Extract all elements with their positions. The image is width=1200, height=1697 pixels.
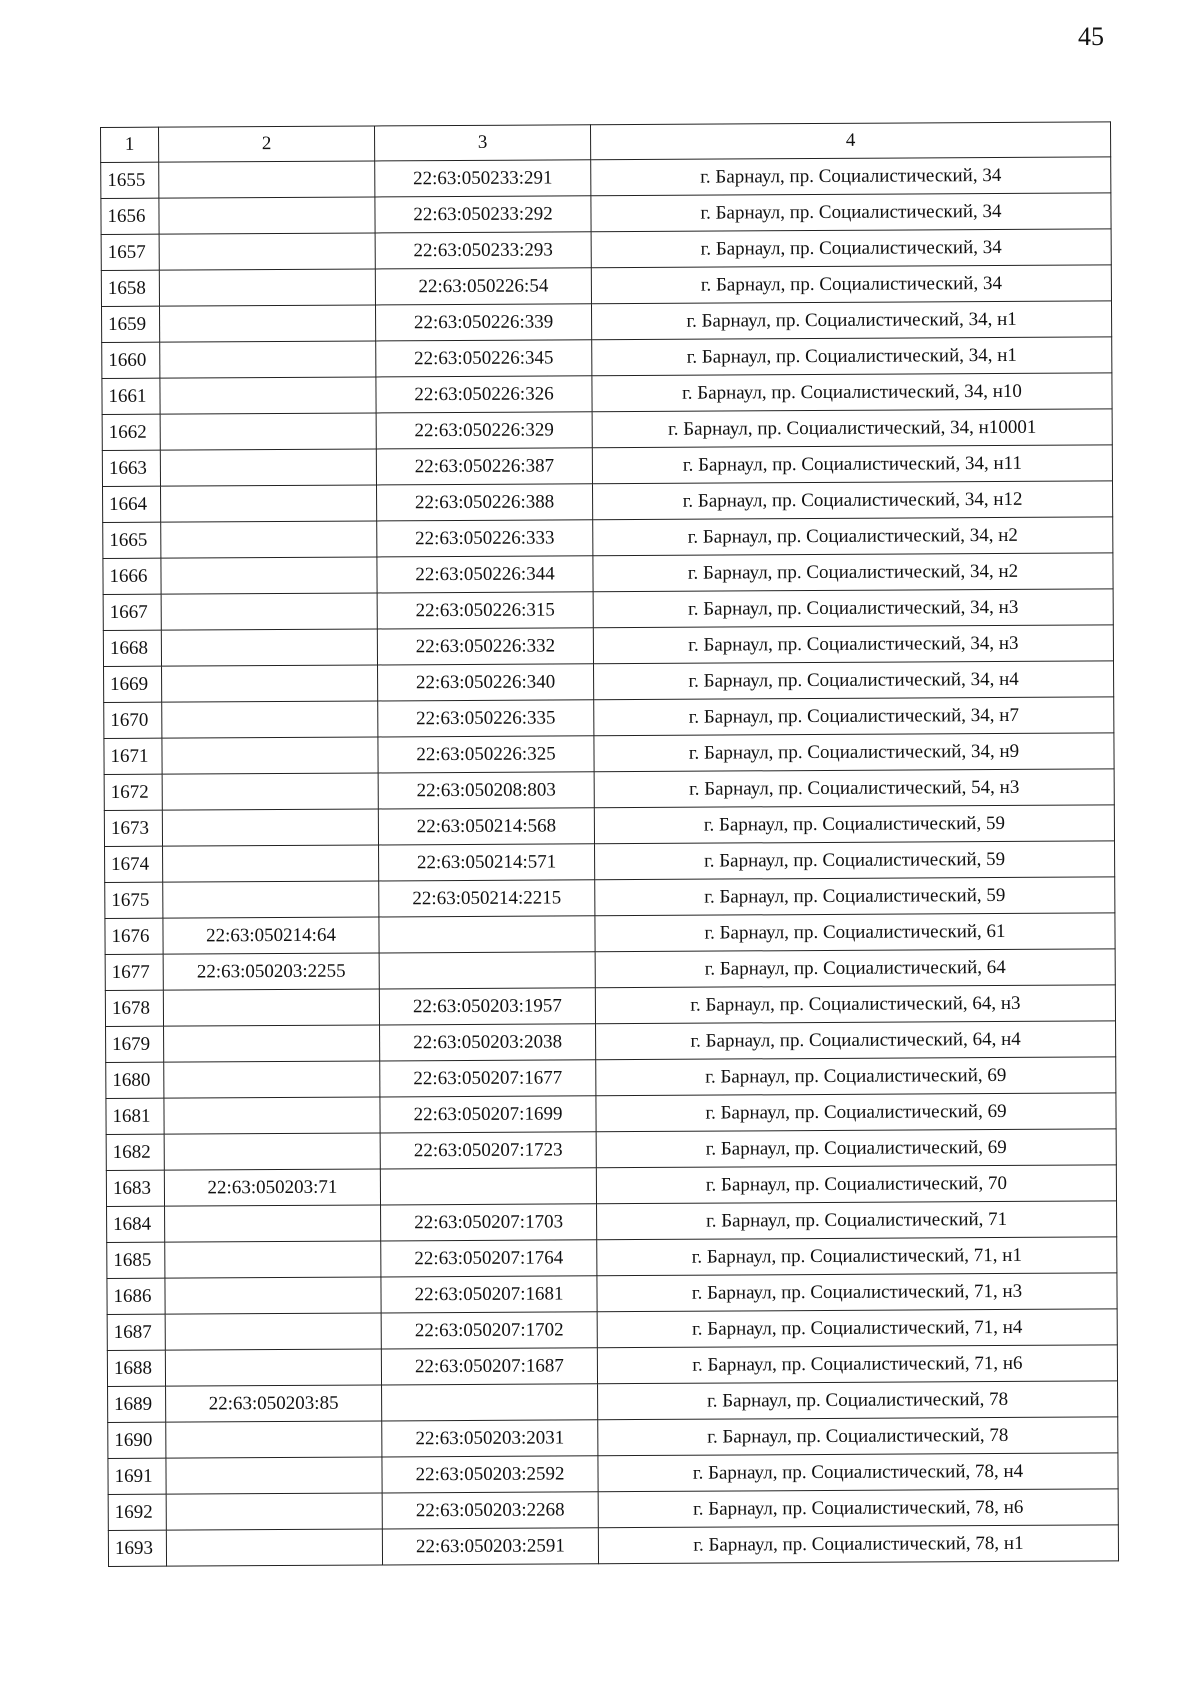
cadastral-number-building-cell bbox=[382, 1384, 598, 1421]
cadastral-number-land-cell bbox=[162, 737, 378, 774]
table-body bbox=[101, 157, 1119, 1567]
cadastral-number-building-cell: 22:63:050207:1677 bbox=[380, 1060, 596, 1097]
cadastral-number-building-cell: 22:63:050226:387 bbox=[376, 448, 592, 485]
address-cell: г. Барнаул, пр. Социалистический, 34, н1 bbox=[591, 301, 1111, 340]
address-cell: г. Барнаул, пр. Социалистический, 69 bbox=[596, 1093, 1116, 1132]
row-number-cell: 1693 bbox=[108, 1530, 166, 1566]
cadastral-number-land-cell bbox=[166, 1493, 382, 1530]
table-row bbox=[108, 1525, 1118, 1567]
row-number-cell: 1661 bbox=[102, 378, 160, 414]
row-number-cell: 1689 bbox=[108, 1386, 166, 1422]
row-number-cell: 1684 bbox=[107, 1206, 165, 1242]
table-row bbox=[103, 625, 1113, 667]
cadastral-number-land-cell bbox=[159, 161, 375, 198]
cadastral-number-building-cell: 22:63:050226:388 bbox=[377, 484, 593, 521]
row-number-cell: 1687 bbox=[107, 1314, 165, 1350]
address-cell: г. Барнаул, пр. Социалистический, 64, н4 bbox=[596, 1021, 1116, 1060]
table-row bbox=[102, 337, 1112, 379]
row-number-cell: 1670 bbox=[104, 702, 162, 738]
row-number-cell: 1674 bbox=[105, 846, 163, 882]
address-cell: г. Барнаул, пр. Социалистический, 34, н10001 bbox=[592, 409, 1112, 448]
cadastral-number-building-cell: 22:63:050214:2215 bbox=[379, 880, 595, 917]
table-header-row bbox=[101, 122, 1111, 163]
row-number-cell: 1656 bbox=[101, 198, 159, 234]
cadastral-number-building-cell: 22:63:050207:1687 bbox=[381, 1348, 597, 1385]
cadastral-number-land-cell bbox=[163, 989, 379, 1026]
cadastral-number-building-cell: 22:63:050207:1723 bbox=[380, 1132, 596, 1169]
table-row bbox=[106, 1129, 1116, 1171]
cadastral-number-building-cell: 22:63:050226:344 bbox=[377, 556, 593, 593]
cadastral-number-building-cell: 22:63:050207:1702 bbox=[381, 1312, 597, 1349]
table-row bbox=[107, 1273, 1117, 1315]
cadastral-number-land-cell bbox=[159, 197, 375, 234]
column-header-4: 4 bbox=[590, 122, 1110, 160]
cadastral-number-land-cell bbox=[162, 665, 378, 702]
column-header-3: 3 bbox=[374, 125, 590, 161]
row-number-cell: 1673 bbox=[104, 810, 162, 846]
row-number-cell: 1681 bbox=[106, 1098, 164, 1134]
table-row bbox=[106, 1165, 1116, 1207]
row-number-cell: 1683 bbox=[106, 1170, 164, 1206]
row-number-cell: 1668 bbox=[103, 630, 161, 666]
table-row bbox=[107, 1345, 1117, 1387]
table-row bbox=[105, 841, 1115, 883]
cadastral-number-land-cell bbox=[163, 881, 379, 918]
cadastral-number-building-cell: 22:63:050226:54 bbox=[375, 268, 591, 305]
cadastral-number-land-cell: 22:63:050203:71 bbox=[164, 1169, 380, 1206]
address-cell: г. Барнаул, пр. Социалистический, 34, н4 bbox=[594, 661, 1114, 700]
table-row bbox=[103, 589, 1113, 631]
address-cell: г. Барнаул, пр. Социалистический, 34, н1 bbox=[592, 337, 1112, 376]
cadastral-number-land-cell bbox=[160, 377, 376, 414]
cadastral-number-building-cell: 22:63:050226:325 bbox=[378, 736, 594, 773]
row-number-cell: 1691 bbox=[108, 1458, 166, 1494]
address-cell: г. Барнаул, пр. Социалистический, 71, н1 bbox=[597, 1237, 1117, 1276]
row-number-cell: 1665 bbox=[103, 522, 161, 558]
table-row bbox=[102, 373, 1112, 415]
address-cell: г. Барнаул, пр. Социалистический, 34, н10 bbox=[592, 373, 1112, 412]
cadastral-number-land-cell bbox=[159, 233, 375, 270]
row-number-cell: 1675 bbox=[105, 882, 163, 918]
cadastral-number-building-cell: 22:63:050226:335 bbox=[378, 700, 594, 737]
cadastral-number-land-cell bbox=[160, 341, 376, 378]
cadastral-number-land-cell: 22:63:050214:64 bbox=[163, 917, 379, 954]
row-number-cell: 1666 bbox=[103, 558, 161, 594]
table-row bbox=[103, 553, 1113, 595]
table-row bbox=[106, 1021, 1116, 1063]
table-row bbox=[104, 661, 1114, 703]
address-cell: г. Барнаул, пр. Социалистический, 64 bbox=[595, 949, 1115, 988]
cadastral-number-building-cell: 22:63:050233:292 bbox=[375, 196, 591, 233]
table-row bbox=[101, 265, 1111, 307]
address-cell: г. Барнаул, пр. Социалистический, 78, н6 bbox=[598, 1489, 1118, 1528]
cadastral-number-land-cell bbox=[163, 845, 379, 882]
cadastral-number-building-cell bbox=[380, 1168, 596, 1205]
row-number-cell: 1672 bbox=[104, 774, 162, 810]
cadastral-number-land-cell bbox=[160, 449, 376, 486]
document-table bbox=[100, 121, 1119, 1567]
row-number-cell: 1686 bbox=[107, 1278, 165, 1314]
table-row bbox=[108, 1489, 1118, 1531]
address-cell: г. Барнаул, пр. Социалистический, 61 bbox=[595, 913, 1115, 952]
row-number-cell: 1667 bbox=[103, 594, 161, 630]
row-number-cell: 1679 bbox=[106, 1026, 164, 1062]
address-cell: г. Барнаул, пр. Социалистический, 34, н2 bbox=[593, 553, 1113, 592]
cadastral-number-land-cell bbox=[166, 1529, 382, 1566]
cadastral-number-land-cell bbox=[164, 1133, 380, 1170]
cadastral-number-building-cell: 22:63:050214:571 bbox=[379, 844, 595, 881]
cadastral-number-building-cell: 22:63:050226:339 bbox=[375, 304, 591, 341]
table-row bbox=[102, 445, 1112, 487]
cadastral-number-building-cell: 22:63:050226:315 bbox=[377, 592, 593, 629]
cadastral-number-land-cell bbox=[164, 1025, 380, 1062]
address-cell: г. Барнаул, пр. Социалистический, 71, н3 bbox=[597, 1273, 1117, 1312]
row-number-cell: 1669 bbox=[104, 666, 162, 702]
address-cell: г. Барнаул, пр. Социалистический, 69 bbox=[596, 1129, 1116, 1168]
cadastral-number-land-cell bbox=[161, 557, 377, 594]
address-cell: г. Барнаул, пр. Социалистический, 34, н3 bbox=[593, 625, 1113, 664]
row-number-cell: 1671 bbox=[104, 738, 162, 774]
cadastral-number-land-cell bbox=[165, 1349, 381, 1386]
row-number-cell: 1662 bbox=[102, 414, 160, 450]
cadastral-number-land-cell bbox=[166, 1421, 382, 1458]
table-row bbox=[105, 913, 1115, 955]
cadastral-number-building-cell bbox=[379, 952, 595, 989]
address-cell: г. Барнаул, пр. Социалистический, 34, н2 bbox=[593, 517, 1113, 556]
table-row bbox=[102, 409, 1112, 451]
row-number-cell: 1663 bbox=[102, 450, 160, 486]
cadastral-number-building-cell: 22:63:050203:1957 bbox=[379, 988, 595, 1025]
address-cell: г. Барнаул, пр. Социалистический, 78 bbox=[598, 1381, 1118, 1420]
table-row bbox=[107, 1201, 1117, 1243]
table-header bbox=[101, 122, 1111, 163]
cadastral-number-land-cell bbox=[164, 1061, 380, 1098]
table-row bbox=[102, 301, 1112, 343]
cadastral-number-building-cell: 22:63:050207:1699 bbox=[380, 1096, 596, 1133]
address-cell: г. Барнаул, пр. Социалистический, 78 bbox=[598, 1417, 1118, 1456]
cadastral-number-building-cell: 22:63:050208:803 bbox=[378, 772, 594, 809]
table-row bbox=[103, 517, 1113, 559]
table-row bbox=[107, 1237, 1117, 1279]
column-header-2: 2 bbox=[159, 126, 375, 162]
table-row bbox=[104, 805, 1114, 847]
cadastral-number-land-cell bbox=[161, 629, 377, 666]
cadastral-number-building-cell: 22:63:050207:1703 bbox=[381, 1204, 597, 1241]
address-cell: г. Барнаул, пр. Социалистический, 34, н12 bbox=[593, 481, 1113, 520]
address-cell: г. Барнаул, пр. Социалистический, 34, н11 bbox=[592, 445, 1112, 484]
cadastral-number-building-cell: 22:63:050203:2268 bbox=[382, 1492, 598, 1529]
table-row bbox=[105, 985, 1115, 1027]
row-number-cell: 1658 bbox=[101, 270, 159, 306]
address-cell: г. Барнаул, пр. Социалистический, 69 bbox=[596, 1057, 1116, 1096]
row-number-cell: 1690 bbox=[108, 1422, 166, 1458]
cadastral-number-land-cell bbox=[161, 593, 377, 630]
row-number-cell: 1660 bbox=[102, 342, 160, 378]
address-cell: г. Барнаул, пр. Социалистический, 34, н9 bbox=[594, 733, 1114, 772]
cadastral-number-land-cell bbox=[160, 413, 376, 450]
address-cell: г. Барнаул, пр. Социалистический, 59 bbox=[595, 841, 1115, 880]
cadastral-number-land-cell bbox=[160, 305, 376, 342]
row-number-cell: 1664 bbox=[103, 486, 161, 522]
cadastral-number-land-cell bbox=[165, 1277, 381, 1314]
document-table-wrapper bbox=[100, 121, 1118, 1567]
cadastral-number-land-cell bbox=[165, 1313, 381, 1350]
address-cell: г. Барнаул, пр. Социалистический, 59 bbox=[594, 805, 1114, 844]
cadastral-number-building-cell bbox=[379, 916, 595, 953]
table-row bbox=[108, 1381, 1118, 1423]
page-number: 45 bbox=[1078, 22, 1104, 51]
cadastral-number-land-cell bbox=[161, 521, 377, 558]
row-number-cell: 1659 bbox=[102, 306, 160, 342]
address-cell: г. Барнаул, пр. Социалистический, 71 bbox=[597, 1201, 1117, 1240]
cadastral-number-land-cell bbox=[162, 701, 378, 738]
cadastral-number-building-cell: 22:63:050203:2592 bbox=[382, 1456, 598, 1493]
row-number-cell: 1677 bbox=[105, 954, 163, 990]
cadastral-number-land-cell bbox=[162, 773, 378, 810]
table-row bbox=[107, 1309, 1117, 1351]
address-cell: г. Барнаул, пр. Социалистический, 78, н1 bbox=[598, 1525, 1118, 1564]
row-number-cell: 1657 bbox=[101, 234, 159, 270]
cadastral-number-building-cell: 22:63:050207:1681 bbox=[381, 1276, 597, 1313]
address-cell: г. Барнаул, пр. Социалистический, 71, н4 bbox=[597, 1309, 1117, 1348]
cadastral-number-land-cell bbox=[162, 809, 378, 846]
row-number-cell: 1655 bbox=[101, 162, 159, 198]
address-cell: г. Барнаул, пр. Социалистический, 54, н3 bbox=[594, 769, 1114, 808]
address-cell: г. Барнаул, пр. Социалистический, 34 bbox=[591, 157, 1111, 196]
cadastral-number-building-cell: 22:63:050233:291 bbox=[375, 160, 591, 197]
cadastral-number-building-cell: 22:63:050226:326 bbox=[376, 376, 592, 413]
address-cell: г. Барнаул, пр. Социалистический, 34 bbox=[591, 229, 1111, 268]
cadastral-number-building-cell: 22:63:050226:332 bbox=[377, 628, 593, 665]
cadastral-number-building-cell: 22:63:050226:333 bbox=[377, 520, 593, 557]
table-row bbox=[108, 1417, 1118, 1459]
address-cell: г. Барнаул, пр. Социалистический, 64, н3 bbox=[595, 985, 1115, 1024]
cadastral-number-building-cell: 22:63:050214:568 bbox=[378, 808, 594, 845]
cadastral-number-building-cell: 22:63:050207:1764 bbox=[381, 1240, 597, 1277]
address-cell: г. Барнаул, пр. Социалистический, 34 bbox=[591, 265, 1111, 304]
table-row bbox=[101, 229, 1111, 271]
cadastral-number-land-cell bbox=[161, 485, 377, 522]
table-row bbox=[106, 1093, 1116, 1135]
table-row bbox=[103, 481, 1113, 523]
cadastral-number-building-cell: 22:63:050203:2591 bbox=[382, 1528, 598, 1565]
cadastral-number-building-cell: 22:63:050233:293 bbox=[375, 232, 591, 269]
column-header-1: 1 bbox=[101, 127, 159, 162]
row-number-cell: 1682 bbox=[106, 1134, 164, 1170]
cadastral-number-building-cell: 22:63:050226:329 bbox=[376, 412, 592, 449]
cadastral-number-building-cell: 22:63:050226:345 bbox=[376, 340, 592, 377]
cadastral-number-land-cell: 22:63:050203:2255 bbox=[163, 953, 379, 990]
cadastral-number-land-cell bbox=[159, 269, 375, 306]
table-row bbox=[104, 697, 1114, 739]
table-row bbox=[101, 193, 1111, 235]
table-row bbox=[105, 949, 1115, 991]
cadastral-number-building-cell: 22:63:050226:340 bbox=[378, 664, 594, 701]
row-number-cell: 1692 bbox=[108, 1494, 166, 1530]
address-cell: г. Барнаул, пр. Социалистический, 78, н4 bbox=[598, 1453, 1118, 1492]
cadastral-number-land-cell bbox=[164, 1097, 380, 1134]
row-number-cell: 1678 bbox=[105, 990, 163, 1026]
address-cell: г. Барнаул, пр. Социалистический, 34 bbox=[591, 193, 1111, 232]
table-row bbox=[108, 1453, 1118, 1495]
table-row bbox=[105, 877, 1115, 919]
table-row bbox=[101, 157, 1111, 199]
address-cell: г. Барнаул, пр. Социалистический, 59 bbox=[595, 877, 1115, 916]
row-number-cell: 1688 bbox=[107, 1350, 165, 1386]
table-row bbox=[106, 1057, 1116, 1099]
address-cell: г. Барнаул, пр. Социалистический, 34, н7 bbox=[594, 697, 1114, 736]
address-cell: г. Барнаул, пр. Социалистический, 34, н3 bbox=[593, 589, 1113, 628]
cadastral-number-land-cell bbox=[166, 1457, 382, 1494]
row-number-cell: 1685 bbox=[107, 1242, 165, 1278]
cadastral-number-building-cell: 22:63:050203:2038 bbox=[380, 1024, 596, 1061]
cadastral-number-building-cell: 22:63:050203:2031 bbox=[382, 1420, 598, 1457]
cadastral-number-land-cell: 22:63:050203:85 bbox=[166, 1385, 382, 1422]
table-row bbox=[104, 769, 1114, 811]
address-cell: г. Барнаул, пр. Социалистический, 70 bbox=[596, 1165, 1116, 1204]
cadastral-number-land-cell bbox=[165, 1205, 381, 1242]
row-number-cell: 1676 bbox=[105, 918, 163, 954]
row-number-cell: 1680 bbox=[106, 1062, 164, 1098]
cadastral-number-land-cell bbox=[165, 1241, 381, 1278]
table-row bbox=[104, 733, 1114, 775]
address-cell: г. Барнаул, пр. Социалистический, 71, н6 bbox=[597, 1345, 1117, 1384]
